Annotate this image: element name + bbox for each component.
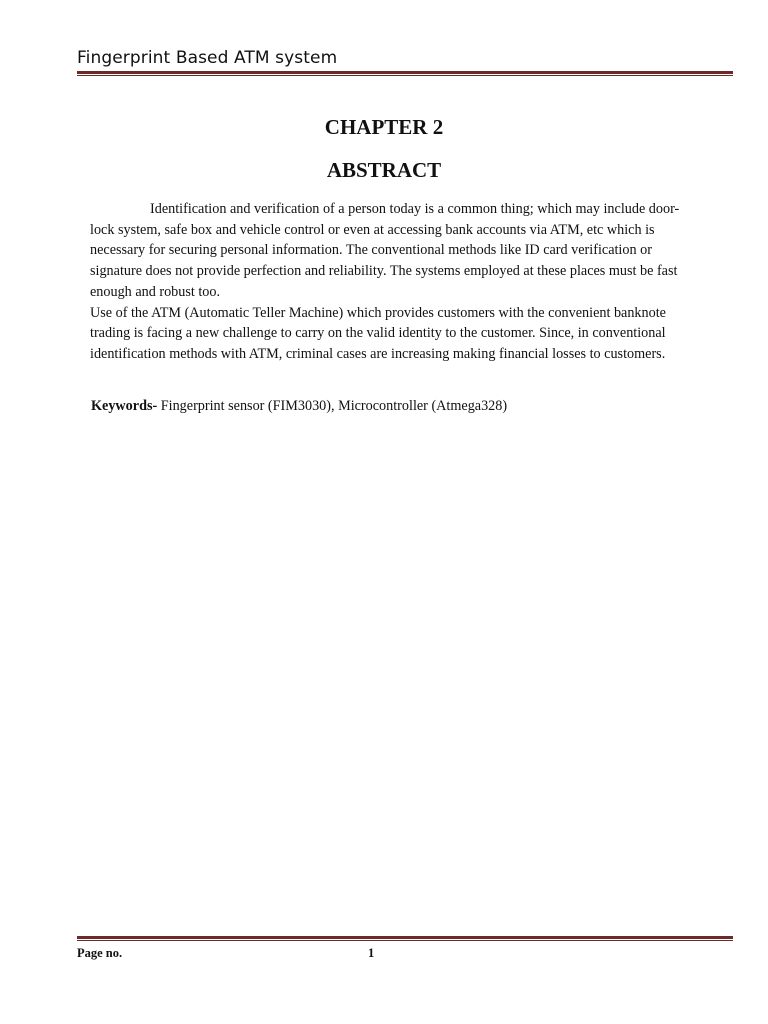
keywords-line bbox=[91, 398, 507, 415]
abstract-paragraph-1: Identification and verification of a person today is a common thing; which may include door- lock system, safe box and vehicle control or even at accessing bank accounts via ATM, etc which is necessary for securing personal information. The conventional methods like ID card verification or signature does not provide perfection and reliability. The systems employed at these places must be fast enough and robust too. bbox=[90, 201, 680, 300]
footer-page-label: Page no. bbox=[77, 946, 123, 960]
keywords-text: Fingerprint sensor (FIM3030), Microcontroller (Atmega328) bbox=[157, 398, 508, 414]
keywords-label: Keywords- bbox=[91, 398, 158, 414]
section-heading: ABSTRACT bbox=[326, 158, 442, 182]
document-header-title: Fingerprint Based ATM system bbox=[77, 48, 338, 68]
abstract-body bbox=[90, 199, 690, 365]
abstract-paragraph-2: Use of the ATM (Automatic Teller Machine) which provides customers with the convenient banknote trading is facing a new challenge to carry on the valid identity to the customer. Since, in conventional identification methods with ATM, criminal cases are increasing making financial losses to customers. bbox=[90, 304, 666, 362]
footer-rule bbox=[77, 936, 733, 941]
chapter-number: CHAPTER 2 bbox=[324, 115, 444, 139]
header-rule bbox=[77, 71, 733, 76]
footer-page-number: 1 bbox=[368, 946, 375, 960]
